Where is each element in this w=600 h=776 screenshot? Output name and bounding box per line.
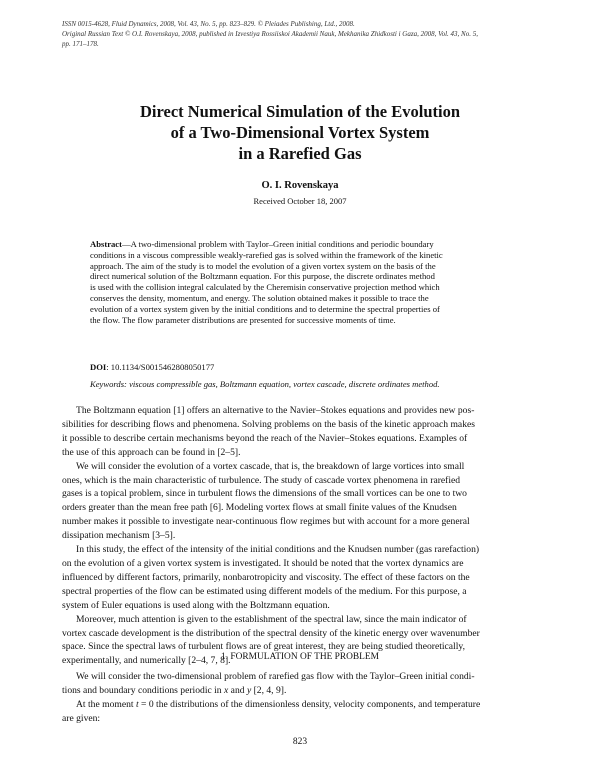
body-line: the use of this approach can be found in [2–5]. [62, 446, 241, 458]
abstract-line: is used with the collision integral calculated by the Cheremisin conservative projection method which [90, 282, 440, 293]
body-line: tions and boundary conditions periodic in x and y [2, 4, 9]. [62, 684, 287, 696]
body-line: spectral properties of the flow can be estimated using different models of the medium. For this purpose, a [62, 585, 467, 597]
body-line: on the evolution of a given vortex system is investigated. It should be noted that the vortex dynamics are [62, 557, 464, 569]
body-line: We will consider the evolution of a vortex cascade, that is, the breakdown of large vortices into small [76, 460, 465, 472]
title-line-2: of a Two-Dimensional Vortex System [170, 123, 430, 142]
abstract-line: conserves the density, momentum, and energy. The solution obtained makes it possible to trace the [90, 292, 429, 303]
math-var-x: x [224, 684, 229, 696]
keywords: Keywords: viscous compressible gas, Boltzmann equation, vortex cascade, discrete ordinates method. [90, 379, 440, 389]
body-line: In this study, the effect of the intensity of the initial conditions and the Knudsen number (gas rarefaction) [76, 544, 480, 556]
abstract-label: Abstract [90, 239, 122, 249]
doi [90, 362, 511, 373]
body-line: The Boltzmann equation [1] offers an alternative to the Navier–Stokes equations and provides new pos- [76, 405, 475, 416]
header-line-2: Original Russian Text © O.I. Rovenskaya, 2008, published in Izvestiya Rossiiskoi Akademii Nauk, Mekhanika Zhidkosti i Gaza, 2008, Vol. 43, No. 5, [62, 30, 478, 38]
abstract-line: the flow. The flow parameter distributions are presented for successive moments of time. [90, 314, 396, 325]
paper-title [60, 101, 540, 164]
journal-header [62, 19, 544, 49]
body-line: At the moment t = 0 the distributions of the dimensionless density, velocity components, and temperature [76, 698, 481, 710]
body-line: We will consider the two-dimensional problem of rarefied gas flow with the Taylor–Green initial condi- [76, 671, 475, 682]
math-var-t: t [135, 698, 139, 710]
page-number: 823 [292, 737, 308, 747]
body-line: Moreover, much attention is given to the establishment of the spectral law, since the main indicator of [76, 613, 467, 625]
abstract-line: approach. The aim of the study is to model the evolution of a given vortex system on the basis of the [90, 260, 436, 271]
received-date: Received October 18, 2007 [253, 196, 347, 206]
body-line: are given: [62, 712, 101, 724]
section-body [62, 670, 542, 726]
title-line-1: Direct Numerical Simulation of the Evolution [139, 102, 461, 121]
header-line-3: pp. 171–178. [62, 40, 99, 48]
title-line-3: in a Rarefied Gas [238, 144, 362, 163]
body-line: sibilities for describing flows and phenomena. Solving problems on the basis of the kinetic approach makes [62, 418, 475, 430]
abstract-line: conditions in a viscous compressible weakly-rarefied gas is solved within the framework of the kinetic [90, 249, 443, 260]
body-line: experimentally, and numerically [2–4, 7, 8]. [62, 655, 231, 667]
intro-body [62, 404, 542, 668]
body-line: orders greater than the mean free path [6]. Modeling vortex flows at small finite values of the Knudsen [62, 502, 457, 514]
doi-label: DOI [90, 362, 107, 372]
author-name: O. I. Rovenskaya [261, 180, 339, 191]
doi-value: : 10.1134/S0015462808050177 [106, 362, 215, 372]
body-line: influenced by different factors, primarily, nonbarotropicity and viscosity. The effect of these factors on the [62, 571, 470, 583]
body-line: it possible to describe certain mechanisms beyond the reach of the Navier–Stokes equations. Examples of [62, 432, 468, 444]
body-line: dissipation mechanism [3–5]. [62, 530, 176, 542]
abstract [90, 239, 511, 325]
abstract-line: evolution of a vortex system given by the initial conditions and to determine the spectral properties of [90, 303, 440, 314]
section-heading: 1. FORMULATION OF THE PROBLEM [221, 652, 379, 662]
body-line: ones, which is the main characteristic of turbulence. The study of cascade vortex phenomena in rarefied [62, 474, 461, 486]
body-line: gases is a topical problem, since in turbulent flows the dimensions of the small vortices can be one to two [62, 488, 467, 500]
body-line: vortex cascade development is the distribution of the spectral density of the kinetic energy over wavenumber [62, 627, 480, 639]
math-var-y: y [246, 684, 252, 696]
abstract-line: direct numerical solution of the Boltzmann equation. For this purpose, the discrete ordinates method [90, 271, 435, 282]
abstract-line: —A two-dimensional problem with Taylor–Green initial conditions and periodic boundary [121, 239, 434, 249]
body-line: system of Euler equations is used along with the Boltzmann equation. [62, 599, 330, 611]
body-line: number makes it possible to investigate near-continuous flow regimes but with account for a more general [62, 516, 470, 528]
body-line: space. Since the spectral laws of turbulent flows are of great interest, they are being studied theoretically, [62, 641, 465, 653]
header-line-1: ISSN 0015-4628, Fluid Dynamics, 2008, Vol. 43, No. 5, pp. 823–829. © Pleiades Publishing, Ltd., 2008. [62, 20, 355, 28]
